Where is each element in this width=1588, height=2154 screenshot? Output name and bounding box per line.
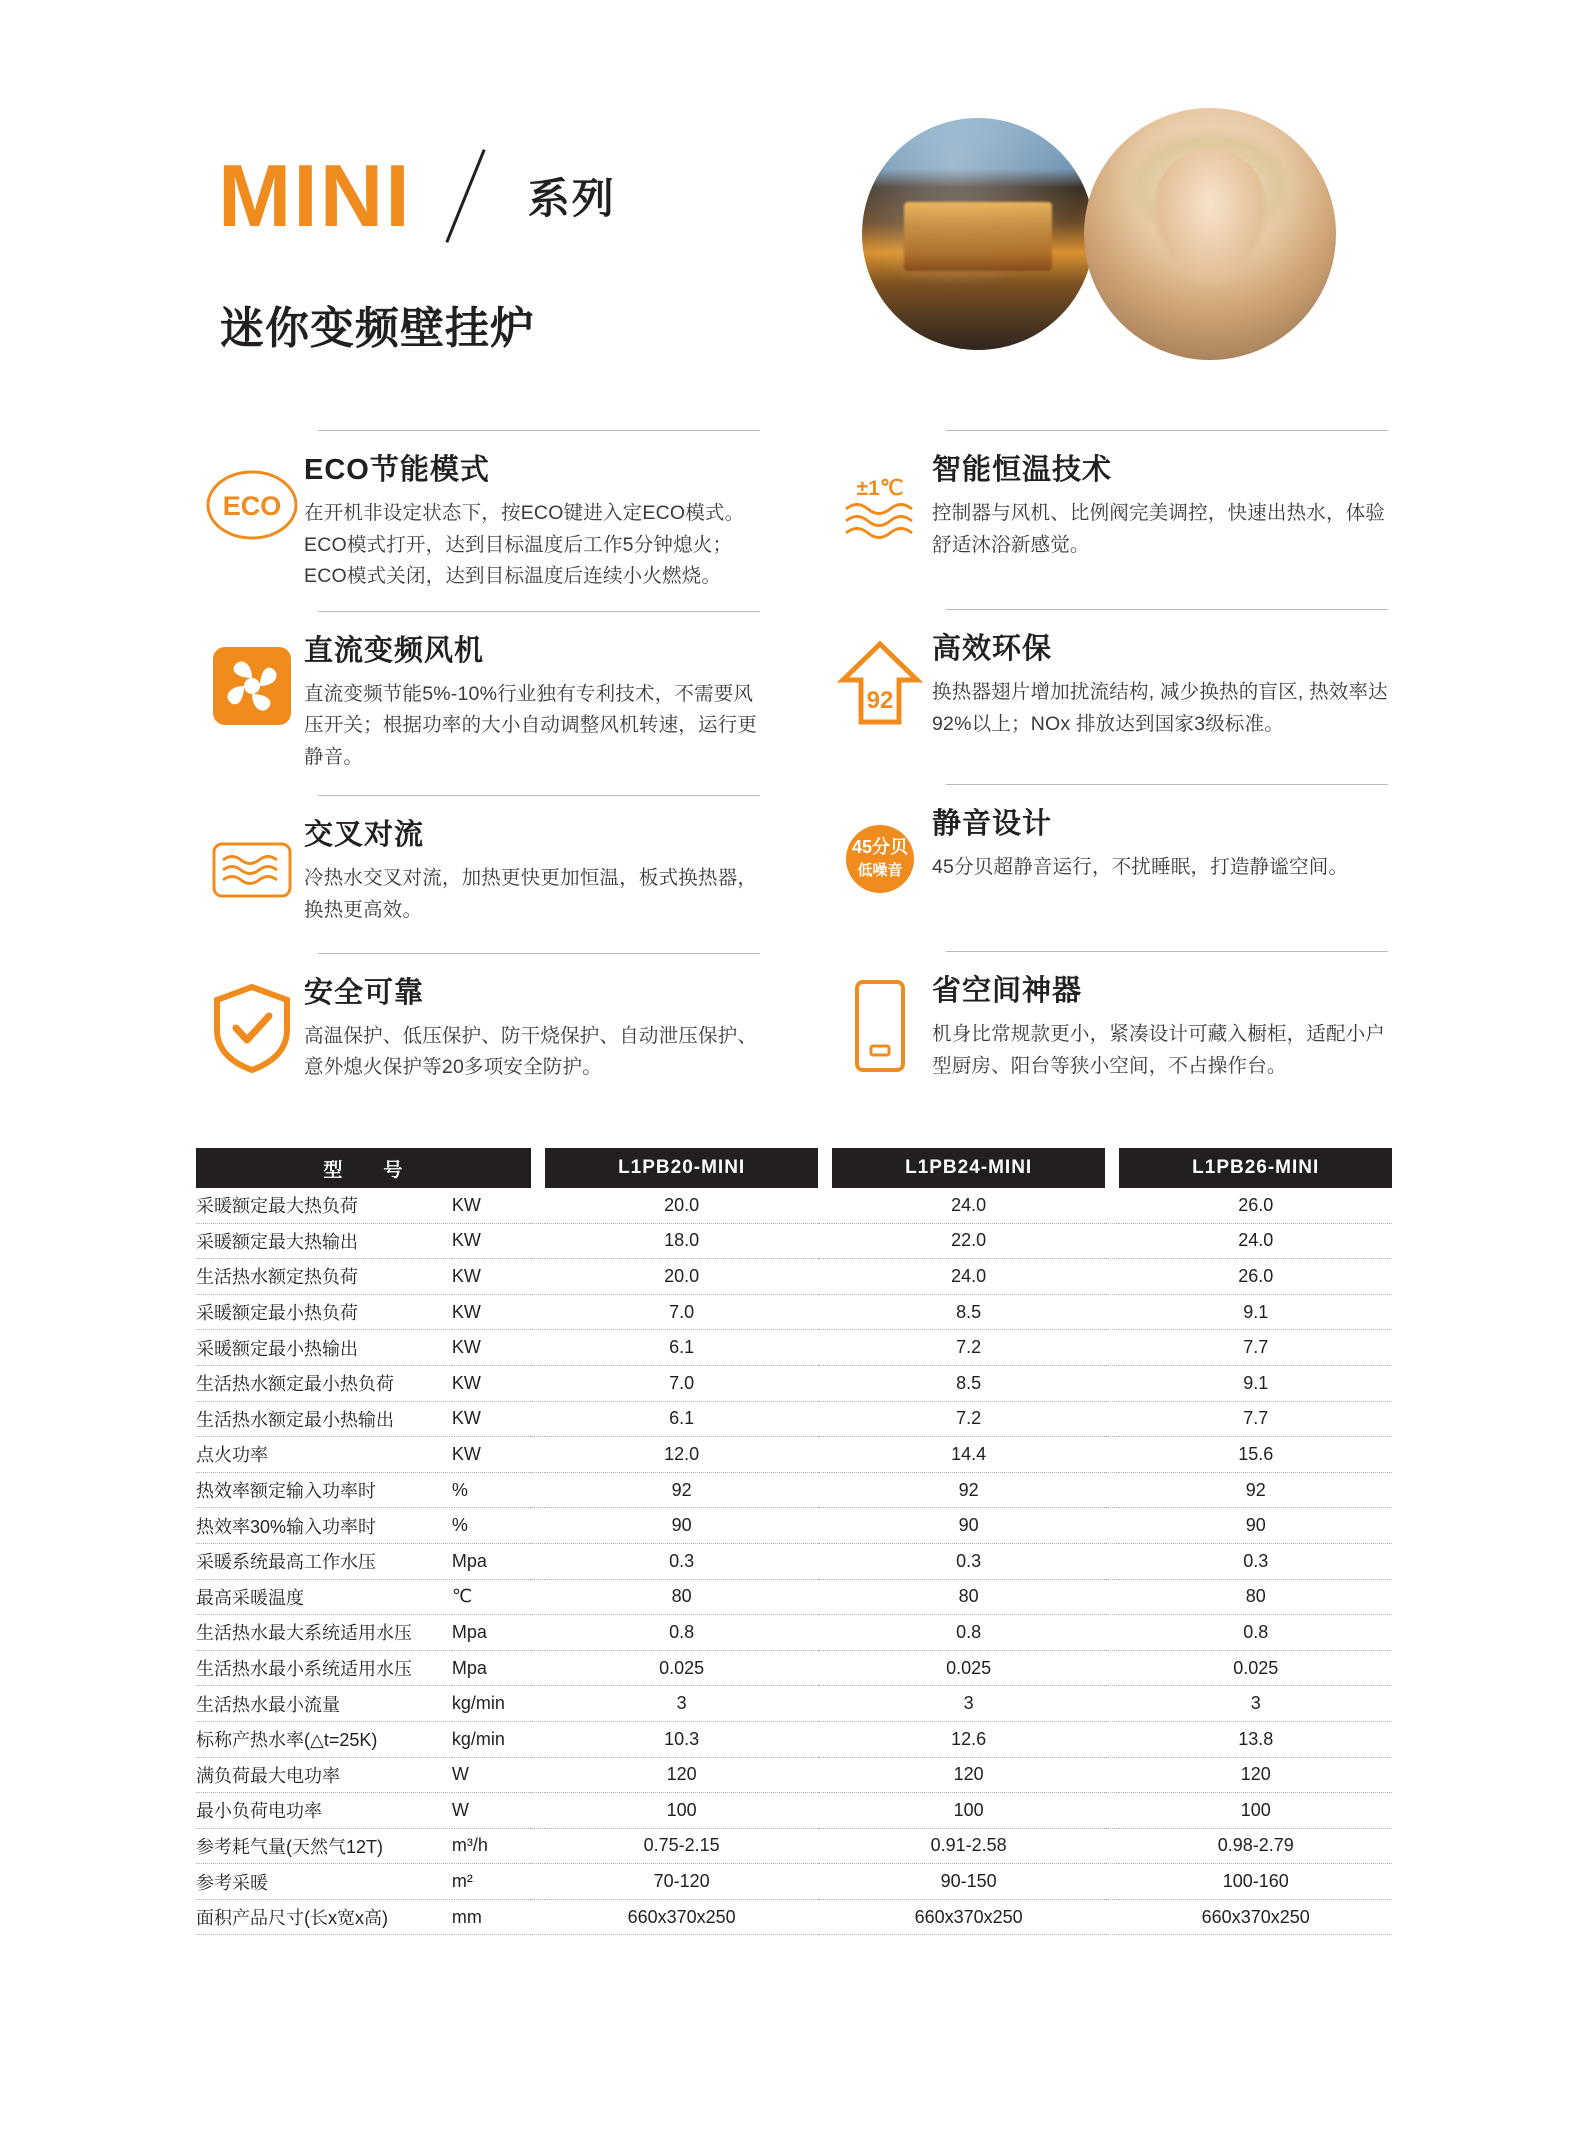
row-gap — [531, 1650, 546, 1686]
row-gap — [1105, 1686, 1120, 1722]
row-gap — [818, 1543, 833, 1579]
divider — [318, 795, 760, 796]
row-gap — [818, 1401, 833, 1437]
row-value: 92 — [1119, 1472, 1392, 1508]
row-value: 0.98-2.79 — [1119, 1828, 1392, 1864]
row-gap — [818, 1899, 833, 1935]
house-photo — [862, 118, 1094, 350]
feature-title: 安全可靠 — [304, 976, 425, 1009]
row-unit: m² — [452, 1864, 531, 1900]
feature-title: 高效环保 — [932, 633, 1053, 666]
row-value: 9.1 — [1119, 1294, 1392, 1330]
row-unit: Mpa — [452, 1615, 531, 1651]
header-model-2: L1PB24-MINI — [832, 1148, 1104, 1188]
row-value: 0.025 — [1119, 1650, 1392, 1686]
row-unit: KW — [452, 1223, 531, 1259]
row-label: 参考采暖 — [196, 1864, 452, 1900]
row-value: 24.0 — [832, 1259, 1104, 1295]
row-label: 生活热水额定最小热输出 — [196, 1401, 452, 1437]
divider — [946, 609, 1388, 610]
table-row — [196, 1864, 1392, 1900]
row-gap — [1105, 1899, 1120, 1935]
row-value: 0.75-2.15 — [545, 1828, 817, 1864]
row-label: 面积产品尺寸(长x宽x高) — [196, 1899, 452, 1935]
row-unit: KW — [452, 1294, 531, 1330]
table-row — [196, 1793, 1392, 1829]
row-value: 100 — [545, 1793, 817, 1829]
feature-desc: 冷热水交叉对流，加热更快更加恒温，板式换热器，换热更高效。 — [304, 867, 758, 922]
row-value: 20.0 — [545, 1188, 817, 1223]
row-gap — [1105, 1508, 1120, 1544]
row-gap — [1105, 1330, 1120, 1366]
row-unit: % — [452, 1508, 531, 1544]
row-unit: KW — [452, 1188, 531, 1223]
row-value: 24.0 — [1119, 1223, 1392, 1259]
row-gap — [818, 1579, 833, 1615]
row-value: 660x370x250 — [1119, 1899, 1392, 1935]
row-unit: KW — [452, 1365, 531, 1401]
row-value: 0.8 — [832, 1615, 1104, 1651]
row-gap — [1105, 1472, 1120, 1508]
row-gap — [818, 1793, 833, 1829]
row-gap — [531, 1188, 546, 1223]
table-row — [196, 1579, 1392, 1615]
row-value: 0.025 — [545, 1650, 817, 1686]
row-label: 生活热水最小系统适用水压 — [196, 1650, 452, 1686]
waves-icon — [200, 818, 304, 922]
row-value: 0.8 — [1119, 1615, 1392, 1651]
row-unit: kg/min — [452, 1721, 531, 1757]
divider — [318, 611, 760, 612]
divider — [946, 430, 1388, 431]
row-value: 3 — [545, 1686, 817, 1722]
svg-text:±1℃: ±1℃ — [856, 477, 904, 500]
table-row — [196, 1721, 1392, 1757]
row-gap — [1105, 1615, 1120, 1651]
row-gap — [1105, 1223, 1120, 1259]
row-gap — [818, 1508, 833, 1544]
feature-desc: 45分贝超静音运行，不扰睡眠，打造静谧空间。 — [932, 856, 1349, 879]
feature-desc: 直流变频节能5%-10%行业独有专利技术，不需要风压开关；根据功率的大小自动调整风机转速，运行更静音。 — [304, 682, 758, 768]
row-unit: KW — [452, 1330, 531, 1366]
row-value: 92 — [545, 1472, 817, 1508]
brand-series-label: 系列 — [527, 175, 616, 222]
row-gap — [531, 1330, 546, 1366]
svg-text:92: 92 — [866, 687, 894, 715]
row-label: 生活热水最小流量 — [196, 1686, 452, 1722]
row-value: 0.3 — [832, 1543, 1104, 1579]
row-gap — [531, 1437, 546, 1473]
woman-photo — [1084, 108, 1336, 360]
table-row — [196, 1294, 1392, 1330]
row-gap — [1105, 1365, 1120, 1401]
row-gap — [1105, 1828, 1120, 1864]
row-value: 6.1 — [545, 1401, 817, 1437]
row-value: 7.0 — [545, 1294, 817, 1330]
feature-thermostat — [828, 430, 1388, 561]
row-value: 7.7 — [1119, 1401, 1392, 1437]
svg-text:ECO: ECO — [222, 491, 282, 521]
row-label: 采暖系统最高工作水压 — [196, 1543, 452, 1579]
row-unit: m³/h — [452, 1828, 531, 1864]
row-gap — [818, 1437, 833, 1473]
svg-text:45分贝: 45分贝 — [851, 837, 909, 858]
row-value: 7.7 — [1119, 1330, 1392, 1366]
row-value: 660x370x250 — [545, 1899, 817, 1935]
eco-icon — [200, 453, 304, 557]
row-gap — [1105, 1437, 1120, 1473]
feature-desc: 机身比常规款更小，紧凑设计可藏入橱柜，适配小户型厨房、阳台等狭小空间，不占操作台。 — [932, 1023, 1386, 1077]
table-row — [196, 1650, 1392, 1686]
divider — [318, 953, 760, 954]
row-gap — [531, 1401, 546, 1437]
row-gap — [531, 1828, 546, 1864]
row-gap — [1105, 1188, 1120, 1223]
row-gap — [531, 1899, 546, 1935]
table-row — [196, 1899, 1392, 1935]
row-label: 采暖额定最大热负荷 — [196, 1188, 452, 1223]
table-row — [196, 1330, 1392, 1366]
row-value: 14.4 — [832, 1437, 1104, 1473]
row-gap — [1105, 1793, 1120, 1829]
row-gap — [818, 1615, 833, 1651]
row-value: 12.0 — [545, 1437, 817, 1473]
row-value: 80 — [832, 1579, 1104, 1615]
row-label: 最小负荷电功率 — [196, 1793, 452, 1829]
row-gap — [531, 1615, 546, 1651]
row-value: 90 — [545, 1508, 817, 1544]
row-value: 18.0 — [545, 1223, 817, 1259]
row-gap — [818, 1294, 833, 1330]
feature-title: 直流变频风机 — [304, 634, 485, 667]
row-value: 80 — [545, 1579, 817, 1615]
feature-dc-fan — [200, 611, 760, 774]
row-value: 100-160 — [1119, 1864, 1392, 1900]
feature-title: 省空间神器 — [932, 975, 1083, 1008]
fan-icon — [200, 634, 304, 738]
row-label: 采暖额定最小热负荷 — [196, 1294, 452, 1330]
row-gap — [818, 1259, 833, 1295]
row-gap — [818, 1757, 833, 1793]
row-gap — [818, 1686, 833, 1722]
header-gap — [818, 1148, 833, 1188]
row-gap — [1105, 1864, 1120, 1900]
row-value: 8.5 — [832, 1365, 1104, 1401]
feature-desc: 高温保护、低压保护、防干烧保护、自动泄压保护、意外熄火保护等20多项安全防护。 — [304, 1024, 758, 1079]
row-gap — [1105, 1401, 1120, 1437]
table-row — [196, 1401, 1392, 1437]
header-model-1: L1PB20-MINI — [545, 1148, 817, 1188]
row-gap — [818, 1864, 833, 1900]
table-row — [196, 1259, 1392, 1295]
row-value: 26.0 — [1119, 1188, 1392, 1223]
features-left-column — [200, 430, 760, 1086]
row-value: 0.3 — [545, 1543, 817, 1579]
page-title: 迷你变频壁挂炉 — [220, 304, 535, 353]
feature-safety — [200, 953, 760, 1084]
row-value: 660x370x250 — [832, 1899, 1104, 1935]
divider — [946, 951, 1388, 952]
row-gap — [818, 1828, 833, 1864]
table-header-row — [196, 1148, 1392, 1188]
slash-divider-icon — [438, 150, 508, 242]
divider — [318, 430, 760, 431]
row-unit: % — [452, 1472, 531, 1508]
brand-title: MINI — [218, 146, 412, 245]
row-gap — [531, 1864, 546, 1900]
svg-text:低噪音: 低噪音 — [857, 862, 903, 880]
feature-desc: 控制器与风机、比例阀完美调控，快速出热水，体验舒适沐浴新感觉。 — [932, 502, 1386, 556]
feature-space-saving — [828, 951, 1388, 1082]
row-gap — [1105, 1579, 1120, 1615]
row-gap — [531, 1365, 546, 1401]
row-gap — [1105, 1543, 1120, 1579]
row-value: 120 — [1119, 1757, 1392, 1793]
row-label: 热效率30%输入功率时 — [196, 1508, 452, 1544]
header-model-label: 型 号 — [196, 1148, 531, 1188]
page-header — [0, 0, 1588, 430]
features-section — [200, 430, 1388, 1086]
row-value: 15.6 — [1119, 1437, 1392, 1473]
table-body — [196, 1188, 1392, 1935]
row-value: 100 — [832, 1793, 1104, 1829]
shield-check-icon — [200, 976, 304, 1080]
row-label: 采暖额定最大热输出 — [196, 1223, 452, 1259]
row-value: 12.6 — [832, 1721, 1104, 1757]
row-gap — [818, 1188, 833, 1223]
row-value: 20.0 — [545, 1259, 817, 1295]
row-unit: mm — [452, 1899, 531, 1935]
row-gap — [531, 1294, 546, 1330]
row-unit: KW — [452, 1401, 531, 1437]
feature-efficiency — [828, 609, 1388, 740]
row-value: 22.0 — [832, 1223, 1104, 1259]
header-gap — [1105, 1148, 1120, 1188]
feature-title: 交叉对流 — [304, 819, 425, 852]
row-gap — [818, 1330, 833, 1366]
row-gap — [1105, 1294, 1120, 1330]
row-value: 24.0 — [832, 1188, 1104, 1223]
row-value: 0.025 — [832, 1650, 1104, 1686]
row-value: 92 — [832, 1472, 1104, 1508]
row-gap — [1105, 1721, 1120, 1757]
feature-title: 智能恒温技术 — [932, 454, 1113, 486]
feature-eco — [200, 430, 760, 593]
row-value: 120 — [545, 1757, 817, 1793]
feature-desc: 在开机非设定状态下，按ECO键进入定ECO模式。ECO模式打开，达到目标温度后工作5分钟熄火；ECO模式关闭，达到目标温度后连续小火燃烧。 — [304, 502, 745, 588]
row-unit: KW — [452, 1437, 531, 1473]
row-value: 0.91-2.58 — [832, 1828, 1104, 1864]
feature-desc: 换热器翅片增加扰流结构, 减少换热的盲区, 热效率达92%以上；NOx 排放达到国家3级标准。 — [932, 681, 1388, 735]
row-unit: ℃ — [452, 1579, 531, 1615]
row-gap — [818, 1721, 833, 1757]
table-row — [196, 1508, 1392, 1544]
spec-table — [196, 1148, 1392, 1935]
row-value: 7.0 — [545, 1365, 817, 1401]
row-unit: Mpa — [452, 1650, 531, 1686]
row-label: 标称产热水率(△t=25K) — [196, 1721, 452, 1757]
row-label: 点火功率 — [196, 1437, 452, 1473]
row-value: 26.0 — [1119, 1259, 1392, 1295]
row-gap — [818, 1472, 833, 1508]
row-value: 100 — [1119, 1793, 1392, 1829]
row-gap — [1105, 1650, 1120, 1686]
features-right-column — [828, 430, 1388, 1086]
row-gap — [1105, 1757, 1120, 1793]
row-label: 热效率额定输入功率时 — [196, 1472, 452, 1508]
row-gap — [531, 1223, 546, 1259]
row-gap — [531, 1472, 546, 1508]
row-unit: Mpa — [452, 1543, 531, 1579]
row-gap — [1105, 1259, 1120, 1295]
row-label: 参考耗气量(天然气12T) — [196, 1828, 452, 1864]
row-value: 10.3 — [545, 1721, 817, 1757]
row-unit: KW — [452, 1259, 531, 1295]
row-value: 0.8 — [545, 1615, 817, 1651]
row-value: 13.8 — [1119, 1721, 1392, 1757]
feature-title: 静音设计 — [932, 808, 1053, 841]
row-value: 7.2 — [832, 1401, 1104, 1437]
feature-cross-convection — [200, 795, 760, 926]
low-noise-icon — [828, 807, 932, 911]
row-gap — [818, 1365, 833, 1401]
table-row — [196, 1223, 1392, 1259]
row-gap — [818, 1223, 833, 1259]
table-row — [196, 1828, 1392, 1864]
row-gap — [531, 1793, 546, 1829]
efficiency-arrow-icon — [828, 632, 932, 736]
row-value: 80 — [1119, 1579, 1392, 1615]
row-label: 采暖额定最小热输出 — [196, 1330, 452, 1366]
row-gap — [531, 1579, 546, 1615]
row-gap — [818, 1650, 833, 1686]
row-gap — [531, 1543, 546, 1579]
row-label: 生活热水额定热负荷 — [196, 1259, 452, 1295]
brand-row — [218, 146, 616, 245]
compact-boiler-icon — [828, 974, 932, 1078]
row-unit: W — [452, 1757, 531, 1793]
table-row — [196, 1188, 1392, 1223]
table-row — [196, 1472, 1392, 1508]
feature-title: ECO节能模式 — [304, 454, 490, 486]
divider — [946, 784, 1388, 785]
row-value: 120 — [832, 1757, 1104, 1793]
header-model-3: L1PB26-MINI — [1119, 1148, 1392, 1188]
row-value: 70-120 — [545, 1864, 817, 1900]
row-value: 3 — [832, 1686, 1104, 1722]
table-row — [196, 1365, 1392, 1401]
table-row — [196, 1543, 1392, 1579]
row-value: 3 — [1119, 1686, 1392, 1722]
row-value: 90-150 — [832, 1864, 1104, 1900]
row-value: 90 — [1119, 1508, 1392, 1544]
row-gap — [531, 1721, 546, 1757]
header-gap — [531, 1148, 546, 1188]
row-value: 7.2 — [832, 1330, 1104, 1366]
table-row — [196, 1615, 1392, 1651]
row-value: 9.1 — [1119, 1365, 1392, 1401]
row-unit: kg/min — [452, 1686, 531, 1722]
table-row — [196, 1686, 1392, 1722]
row-unit: W — [452, 1793, 531, 1829]
row-label: 满负荷最大电功率 — [196, 1757, 452, 1793]
table-row — [196, 1437, 1392, 1473]
thermostat-icon — [828, 453, 932, 557]
row-gap — [531, 1259, 546, 1295]
row-value: 90 — [832, 1508, 1104, 1544]
row-value: 6.1 — [545, 1330, 817, 1366]
table-row — [196, 1757, 1392, 1793]
row-label: 最高采暖温度 — [196, 1579, 452, 1615]
row-gap — [531, 1686, 546, 1722]
row-value: 8.5 — [832, 1294, 1104, 1330]
row-gap — [531, 1757, 546, 1793]
row-label: 生活热水最大系统适用水压 — [196, 1615, 452, 1651]
feature-quiet — [828, 784, 1388, 911]
row-value: 0.3 — [1119, 1543, 1392, 1579]
row-gap — [531, 1508, 546, 1544]
row-label: 生活热水额定最小热负荷 — [196, 1365, 452, 1401]
